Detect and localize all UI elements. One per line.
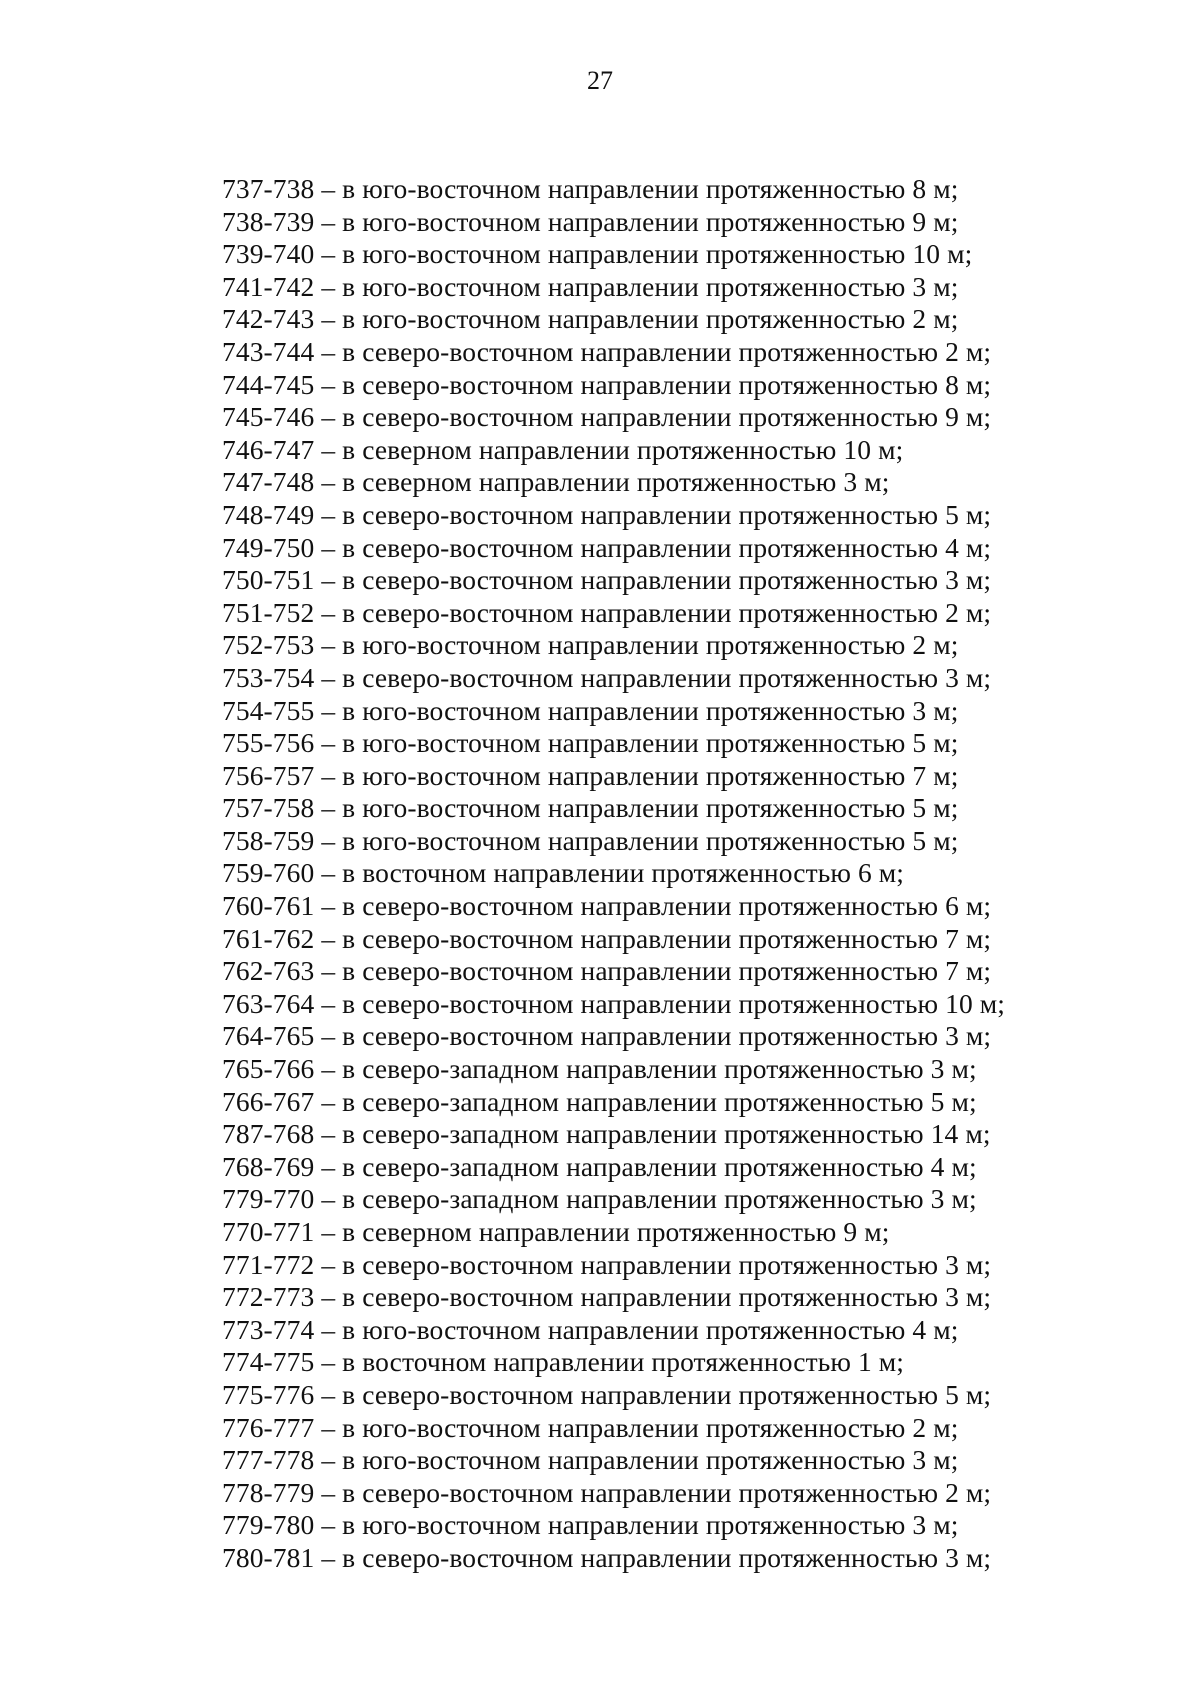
segment-row: 742-743 – в юго-восточном направлении протяженностью 2 м; bbox=[222, 303, 959, 335]
segment-row: 775-776 – в северо-восточном направлении протяженностью 5 м; bbox=[222, 1378, 992, 1410]
segment-row: 751-752 – в северо-восточном направлении протяженностью 2 м; bbox=[222, 596, 992, 628]
segment-row: 779-770 – в северо-западном направлении протяженностью 3 м; bbox=[222, 1183, 977, 1215]
segment-row: 761-762 – в северо-восточном направлении протяженностью 7 м; bbox=[222, 922, 992, 954]
segment-row: 743-744 – в северо-восточном направлении протяженностью 2 м; bbox=[222, 335, 992, 367]
segment-row: 746-747 – в северном направлении протяженностью 10 м; bbox=[222, 433, 904, 465]
segment-row: 738-739 – в юго-восточном направлении протяженностью 9 м; bbox=[222, 205, 959, 237]
segment-row: 766-767 – в северо-западном направлении протяженностью 5 м; bbox=[222, 1085, 977, 1117]
segment-row: 747-748 – в северном направлении протяженностью 3 м; bbox=[222, 466, 890, 498]
segment-list bbox=[222, 173, 1122, 1575]
segment-row: 771-772 – в северо-восточном направлении протяженностью 3 м; bbox=[222, 1248, 992, 1280]
segment-row: 773-774 – в юго-восточном направлении протяженностью 4 м; bbox=[222, 1313, 959, 1345]
segment-row: 777-778 – в юго-восточном направлении протяженностью 3 м; bbox=[222, 1444, 959, 1476]
segment-row: 752-753 – в юго-восточном направлении протяженностью 2 м; bbox=[222, 629, 959, 661]
segment-row: 750-751 – в северо-восточном направлении протяженностью 3 м; bbox=[222, 564, 992, 596]
segment-row: 744-745 – в северо-восточном направлении протяженностью 8 м; bbox=[222, 368, 992, 400]
segment-row: 763-764 – в северо-восточном направлении протяженностью 10 м; bbox=[222, 987, 1006, 1019]
segment-row: 770-771 – в северном направлении протяженностью 9 м; bbox=[222, 1216, 890, 1247]
segment-row: 765-766 – в северо-западном направлении протяженностью 3 м; bbox=[222, 1053, 977, 1085]
segment-row: 772-773 – в северо-восточном направлении протяженностью 3 м; bbox=[222, 1281, 992, 1313]
segment-row: 762-763 – в северо-восточном направлении протяженностью 7 м; bbox=[222, 955, 992, 987]
page-number: 27 bbox=[587, 66, 613, 95]
segment-row: 759-760 – в восточном направлении протяженностью 6 м; bbox=[222, 857, 905, 889]
segment-row: 741-742 – в юго-восточном направлении протяженностью 3 м; bbox=[222, 270, 959, 302]
segment-row: 774-775 – в восточном направлении протяженностью 1 м; bbox=[222, 1346, 905, 1378]
segment-row: 768-769 – в северо-западном направлении протяженностью 4 м; bbox=[222, 1150, 977, 1182]
segment-row: 755-756 – в юго-восточном направлении протяженностью 5 м; bbox=[222, 727, 959, 759]
segment-row: 760-761 – в северо-восточном направлении протяженностью 6 м; bbox=[222, 890, 992, 922]
segment-row: 757-758 – в юго-восточном направлении протяженностью 5 м; bbox=[222, 792, 959, 824]
segment-row: 739-740 – в юго-восточном направлении протяженностью 10 м; bbox=[222, 238, 973, 270]
segment-row: 749-750 – в северо-восточном направлении протяженностью 4 м; bbox=[222, 531, 992, 563]
segment-row: 745-746 – в северо-восточном направлении протяженностью 9 м; bbox=[222, 401, 992, 433]
segment-row: 779-780 – в юго-восточном направлении протяженностью 3 м; bbox=[222, 1509, 959, 1541]
segment-row: 764-765 – в северо-восточном направлении протяженностью 3 м; bbox=[222, 1020, 992, 1052]
segment-row: 754-755 – в юго-восточном направлении протяженностью 3 м; bbox=[222, 694, 959, 726]
segment-row: 787-768 – в северо-западном направлении протяженностью 14 м; bbox=[222, 1118, 991, 1150]
segment-row: 778-779 – в северо-восточном направлении протяженностью 2 м; bbox=[222, 1476, 992, 1508]
segment-row: 780-781 – в северо-восточном направлении протяженностью 3 м; bbox=[222, 1541, 992, 1573]
segment-row: 758-759 – в юго-восточном направлении протяженностью 5 м; bbox=[222, 824, 959, 856]
segment-row: 753-754 – в северо-восточном направлении протяженностью 3 м; bbox=[222, 661, 992, 693]
segment-row: 776-777 – в юго-восточном направлении протяженностью 2 м; bbox=[222, 1411, 959, 1443]
segment-row: 737-738 – в юго-восточном направлении протяженностью 8 м; bbox=[222, 173, 959, 204]
segment-row: 756-757 – в юго-восточном направлении протяженностью 7 м; bbox=[222, 759, 959, 791]
segment-row: 748-749 – в северо-восточном направлении протяженностью 5 м; bbox=[222, 498, 992, 530]
